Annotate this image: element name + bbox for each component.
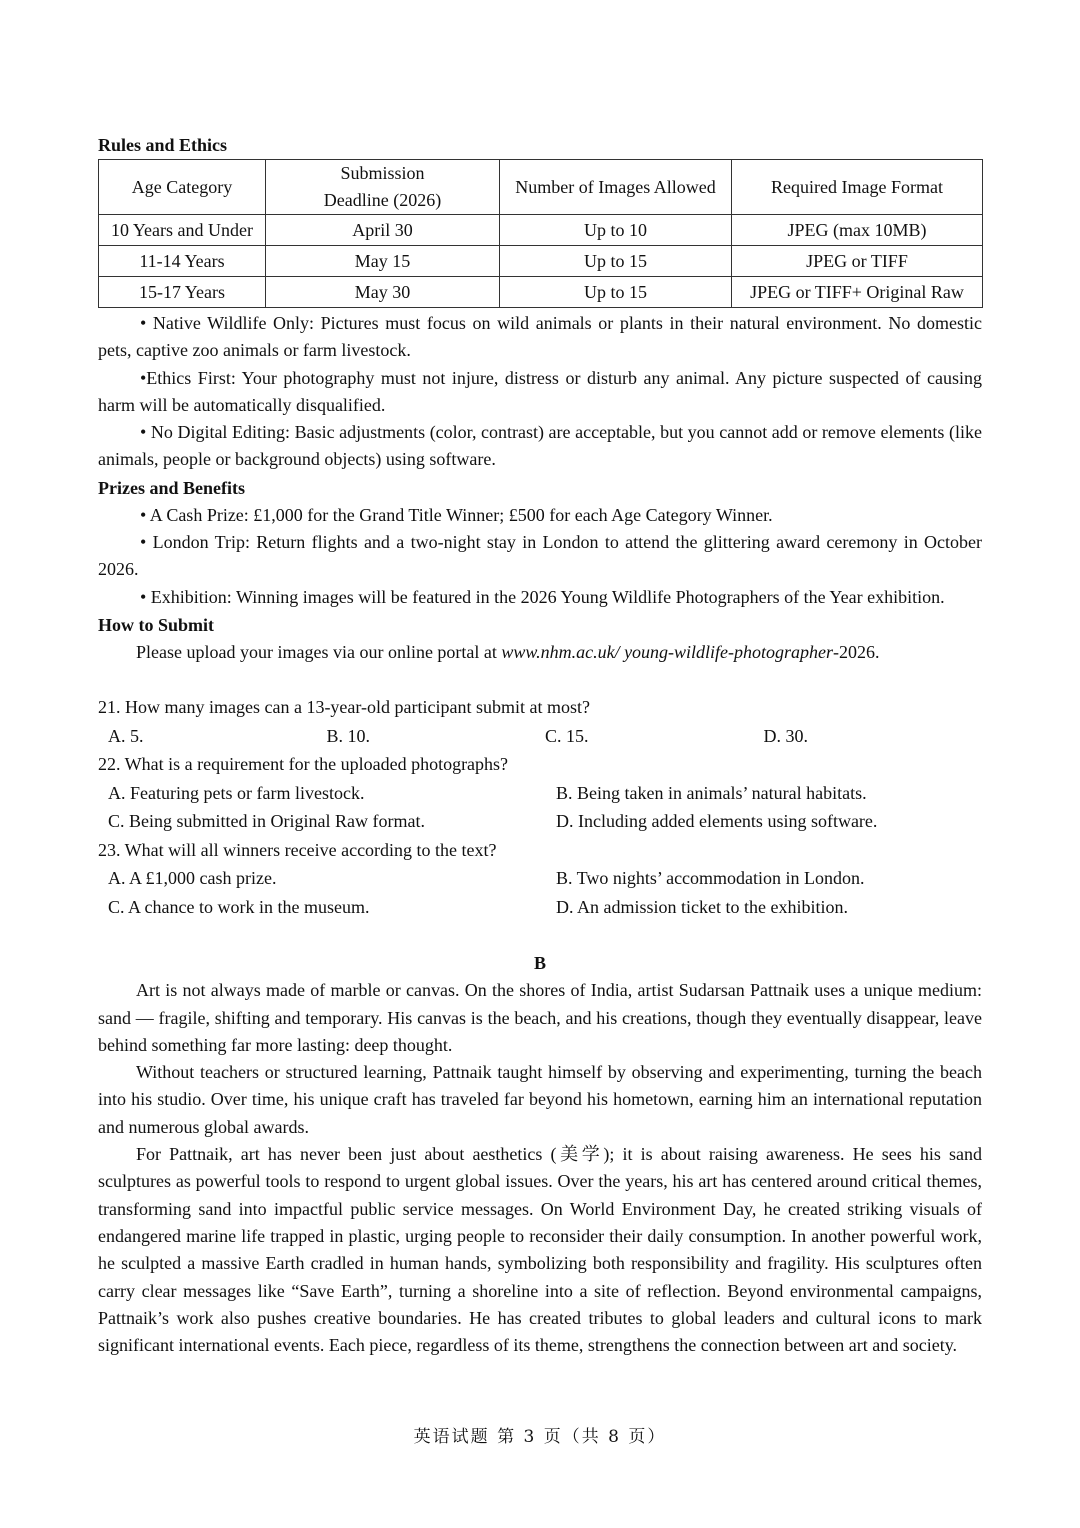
table-header-row <box>99 160 983 215</box>
section-letter: B <box>533 953 546 974</box>
table-cell: Up to 10 <box>500 215 732 246</box>
table-header-cell: Age Category <box>99 160 266 215</box>
question-options <box>98 893 982 922</box>
passage-paragraph: Art is not always made of marble or canvas. On the shores of India, artist Sudarsan Pattnaik uses a unique medium: sand — fragile, shifting and temporary. His canvas is the beach, and his creations, though they eventually disappear, leave behind something far more lasting: deep thought. <box>98 980 982 1055</box>
table-cell: 10 Years and Under <box>99 215 266 246</box>
submit-text-after: -2026. <box>833 641 880 662</box>
submit-text <box>98 639 982 666</box>
option: A. Featuring pets or farm livestock. <box>108 782 365 803</box>
table-cell: Up to 15 <box>500 246 732 277</box>
option: B. Two nights’ accommodation in London. <box>556 868 865 889</box>
spacer <box>98 666 982 693</box>
prize-bullet: • London Trip: Return flights and a two-night stay in London to attend the glittering award ceremony in October 2026. <box>98 532 982 580</box>
table-cell: 11-14 Years <box>99 246 266 277</box>
rules-heading: Rules and Ethics <box>98 135 228 155</box>
table-header-cell: Number of Images Allowed <box>500 160 732 215</box>
option: B. Being taken in animals’ natural habitats. <box>556 782 867 803</box>
passage-paragraph: For Pattnaik, art has never been just about aesthetics (美学); it is about raising awareness. He sees his sand sculptures as powerful tools to respond to urgent global issues. Over the years, his art has centered around critical themes, transforming sand into impactful public service messages. On World Environment Day, he created striking visuals of endangered marine life trapped in plastic, urging people to reconsider their daily consumption. In another powerful work, he sculpted a massive Earth cradled in human hands, symbolizing both responsibility and fragility. His sculptures often carry clear messages like “Save Earth”, turning a shoreline into a site of reflection. Beyond environmental campaigns, Pattnaik’s work also pushes creative boundaries. He has created tributes to global leaders and cultural icons to mark significant international events. Each piece, regardless of its theme, strengthens the connection between art and society. <box>98 1144 982 1356</box>
portal-link[interactable]: www.nhm.ac.uk/ young-wildlife-photographer <box>501 641 834 662</box>
exam-page <box>98 131 982 1359</box>
option: C. 15. <box>545 725 589 746</box>
option: D. Including added elements using software. <box>556 811 878 832</box>
option: C. Being submitted in Original Raw format. <box>108 811 425 832</box>
option: A. 5. <box>108 725 144 746</box>
page-footer: 英语试题 第 3 页（共 8 页） <box>413 1427 667 1447</box>
submit-text-before: Please upload your images via our online portal at <box>136 641 502 662</box>
rule-bullet: • Native Wildlife Only: Pictures must focus on wild animals or plants in their natural environment. No domestic pets, captive zoo animals or farm livestock. <box>98 313 982 361</box>
prize-bullet: • Exhibition: Winning images will be featured in the 2026 Young Wildlife Photographers of the Year exhibition. <box>140 586 945 607</box>
question-options <box>98 864 982 893</box>
rules-table <box>98 159 983 308</box>
spacer <box>98 921 982 949</box>
question-stem: 22. What is a requirement for the uploaded photographs? <box>98 754 509 775</box>
table-cell: 15-17 Years <box>99 277 266 308</box>
question-stem: 21. How many images can a 13-year-old participant submit at most? <box>98 697 591 718</box>
rule-bullet: • No Digital Editing: Basic adjustments (color, contrast) are acceptable, but you cannot add or remove elements (like animals, people or background objects) using software. <box>98 422 982 470</box>
passage-paragraph: Without teachers or structured learning, Pattnaik taught himself by observing and experimenting, turning the beach into his studio. Over time, his unique craft has traveled far beyond his hometown, earning him an international reputation and numerous global awards. <box>98 1062 982 1137</box>
prize-bullet: • A Cash Prize: £1,000 for the Grand Title Winner; £500 for each Age Category Winner. <box>140 504 773 525</box>
option: D. An admission ticket to the exhibition. <box>556 896 848 917</box>
option: A. A £1,000 cash prize. <box>108 868 277 889</box>
question-options <box>98 722 982 751</box>
table-header-cell: Submission Deadline (2026) <box>266 160 500 215</box>
table-cell: May 30 <box>266 277 500 308</box>
submit-heading: How to Submit <box>98 614 215 635</box>
table-cell: JPEG (max 10MB) <box>732 215 983 246</box>
option: D. 30. <box>763 725 808 746</box>
table-header-cell: Required Image Format <box>732 160 983 215</box>
rule-bullet: •Ethics First: Your photography must not injure, distress or disturb any animal. Any picture suspected of causing harm will be automatically disqualified. <box>98 367 982 415</box>
option: B. 10. <box>326 725 371 746</box>
table-row <box>99 277 983 308</box>
prizes-heading: Prizes and Benefits <box>98 477 245 498</box>
table-cell: JPEG or TIFF+ Original Raw <box>732 277 983 308</box>
table-cell: JPEG or TIFF <box>732 246 983 277</box>
table-row <box>99 215 983 246</box>
table-cell: April 30 <box>266 215 500 246</box>
option: C. A chance to work in the museum. <box>108 896 370 917</box>
question-options <box>98 779 982 808</box>
question-options <box>98 807 982 836</box>
question-stem: 23. What will all winners receive according to the text? <box>98 839 497 860</box>
table-cell: May 15 <box>266 246 500 277</box>
table-row <box>99 246 983 277</box>
table-cell: Up to 15 <box>500 277 732 308</box>
